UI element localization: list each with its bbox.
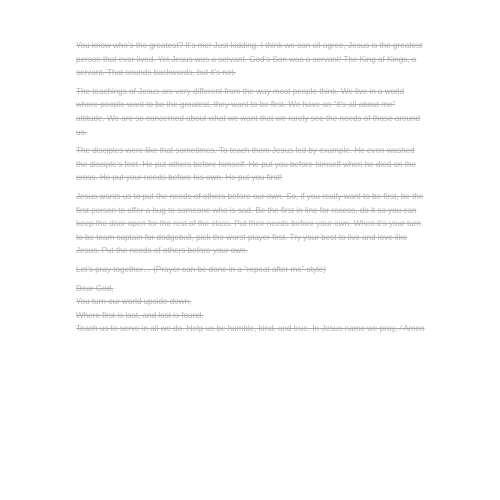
paragraph-put-others-first: Jesus wants us to put the needs of others before our own. So, if you really want to be first, be the first person to offer a hug to someone who is sad. Be the first in line for recess, do it so you can keep the door open for the rest of the class. Put their needs before your own. When it’s your turn to be team captain for dodgeball, pick the worst player first. Try your best to live and love like Jesus. Put the needs of others before your own. xyxy=(76,191,424,256)
paragraph-teachings: The teachings of Jesus are very different from the way most people think. We live in a world where people want to be the greatest, they want to be first. We have an “it’s all about me” attitude. We are so concerned about what we want that we rarely see the needs of those around us. xyxy=(76,86,421,137)
prayer-line-4: Teach us to serve in all we do. Help us be humble, kind, and true, In Jesus name we pray, / Amen xyxy=(76,324,425,334)
prayer-line-3: Where first is last, and lost is found. xyxy=(76,310,204,320)
paragraph-disciples: The disciples were like that sometimes. To teach them Jesus led by example. He even washed the disciple’s feet. He put others before himself. He put you before himself when he died on the cross. He put your needs before his own. He put you first! xyxy=(76,146,416,183)
prayer-line-1: Dear God, xyxy=(76,283,114,293)
paragraph-pray-intro: Let’s pray together… (Prayer can be done in a “repeat after me” style) xyxy=(76,264,326,274)
paragraph-greatest: You know who’s the greatest? It’s me! Just kidding. I think we can all agree, Jesus is the greatest person that ever lived. Yet Jesus was a servant. God’s Son was a servant! The King of Kings, a servant. That sounds backwards, but it’s not. xyxy=(76,41,423,78)
document-body xyxy=(76,39,426,336)
prayer-line-2: You turn our world upside down, xyxy=(76,297,192,307)
